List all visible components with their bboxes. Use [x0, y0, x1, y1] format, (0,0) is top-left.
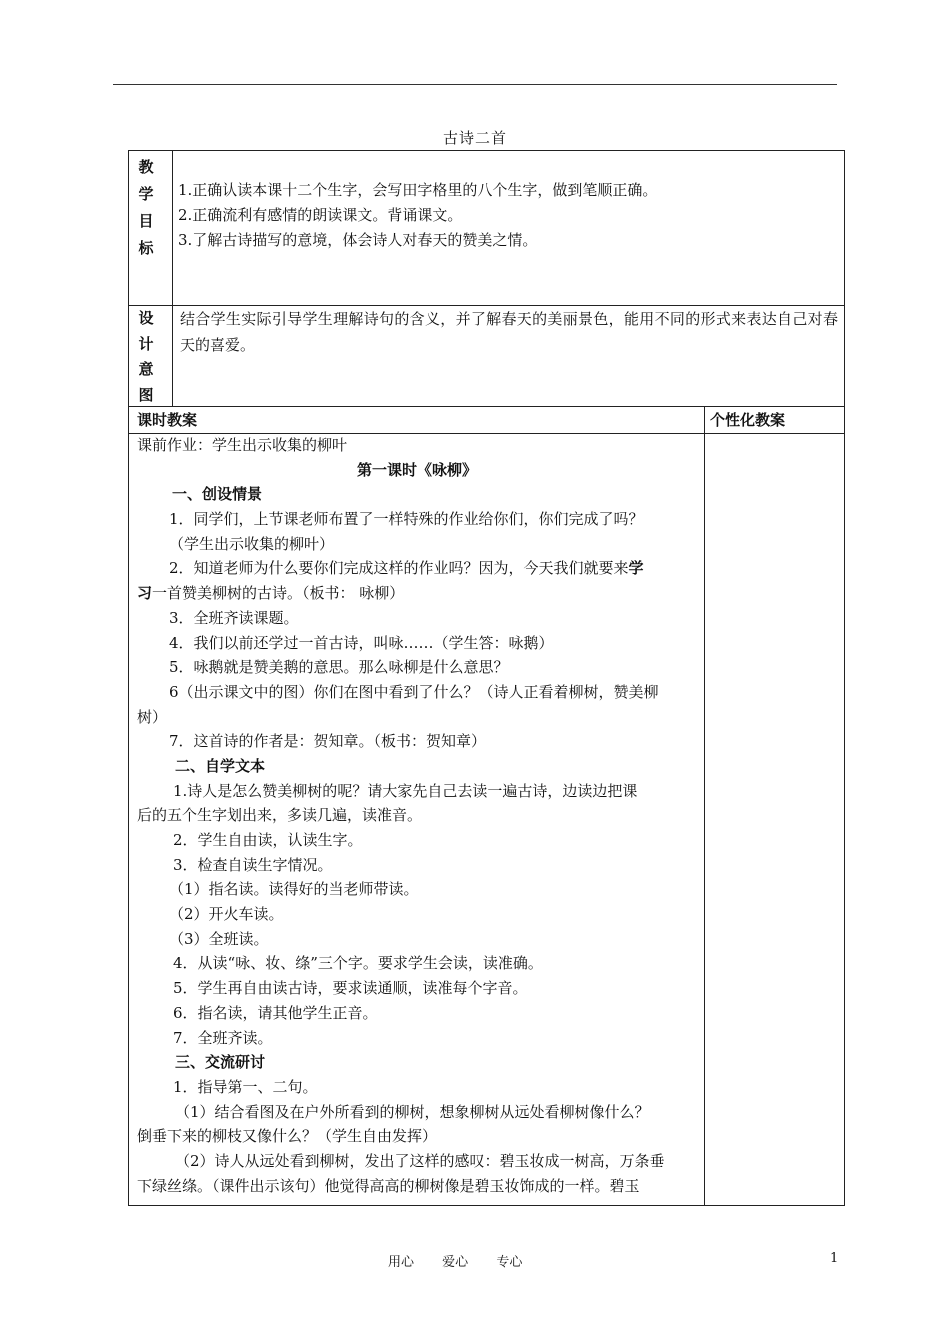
section-heading: 一、创设情景	[172, 485, 263, 504]
column-divider	[172, 151, 173, 406]
footer-motto: 用心 爱心 专心	[388, 1255, 523, 1270]
goals-label: 教 学 目 标	[138, 158, 154, 257]
lesson-line: 2．知道老师为什么要你们完成这样的作业吗？因为，今天我们就要来学	[169, 559, 644, 578]
lesson-line: （1）结合看图及在户外所看到的柳树，想象柳树从远处看柳树像什么？	[175, 1102, 650, 1121]
lesson-line: 3．检查自读生字情况。	[173, 855, 333, 874]
lesson-line: 3．全班齐读课题。	[169, 608, 299, 627]
document-title: 古诗二首	[442, 129, 507, 147]
lesson-line: 1．指导第一、二句。	[173, 1077, 318, 1096]
lesson-line: 1．同学们，上节课老师布置了一样特殊的作业给你们，你们完成了吗？	[169, 510, 644, 529]
page-number: 1	[830, 1251, 839, 1266]
goal-item: 1.正确认读本课十二个生字，会写田字格里的八个生字，做到笔顺正确。	[178, 181, 658, 199]
lesson-line: 4．从读“咏、妆、绦”三个字。要求学生会读，读准确。	[173, 954, 543, 973]
lesson-line: 倒垂下来的柳枝又像什么？（学生自由发挥）	[137, 1127, 438, 1146]
row-divider	[129, 406, 844, 407]
design-label: 设 计 意 图	[138, 309, 154, 404]
header-rule	[113, 84, 837, 85]
lesson-line: （1）指名读。读得好的当老师带读。	[169, 880, 419, 899]
lesson-line: （学生出示收集的柳叶）	[169, 534, 335, 553]
lesson-line: （2）诗人从远处看到柳树，发出了这样的感叹：碧玉妆成一树高，万条垂	[175, 1151, 665, 1170]
lesson-line: 5．学生再自由读古诗，要求读通顺，读准每个字音。	[173, 979, 528, 998]
section-heading: 二、自学文本	[175, 756, 266, 775]
lesson-line: 6（出示课文中的图）你们在图中看到了什么？（诗人正看着柳树，赞美柳	[169, 682, 659, 701]
lesson-body	[137, 433, 697, 1198]
lesson-line: 7．这首诗的作者是：贺知章。（板书：贺知章）	[169, 732, 487, 751]
lesson-line: 4．我们以前还学过一首古诗，叫咏……（学生答：咏鹅）	[169, 633, 554, 652]
design-content: 结合学生实际引导学生理解诗句的含义，并了解春天的美丽景色，能用不同的形式来表达自己对春天的喜爱。	[180, 310, 838, 354]
lesson-line: 6．指名读，请其他学生正音。	[173, 1003, 378, 1022]
section-heading: 三、交流研讨	[175, 1053, 266, 1072]
column-divider	[704, 406, 705, 1205]
lesson-line: 后的五个生字划出来，多读几遍，读准音。	[137, 806, 423, 825]
goal-item: 2.正确流利有感情的朗读课文。背诵课文。	[178, 206, 463, 224]
lesson-line: 习一首赞美柳树的古诗。（板书： 咏柳）	[137, 584, 405, 603]
goal-item: 3.了解古诗描写的意境，体会诗人对春天的赞美之情。	[178, 231, 538, 249]
lesson-line: 7．全班齐读。	[173, 1028, 273, 1047]
lesson-line: 5．咏鹅就是赞美鹅的意思。那么咏柳是什么意思？	[169, 658, 509, 677]
lesson-line: 树）	[137, 707, 168, 726]
lesson-line: （2）开火车读。	[169, 905, 284, 924]
lesson-plan-header: 课时教案	[137, 411, 198, 429]
goals-content	[178, 178, 838, 253]
period-title: 第一课时《咏柳》	[356, 460, 477, 479]
lesson-line: 下绿丝绦。（课件出示该句）他觉得高高的柳树像是碧玉妆饰成的一样。碧玉	[137, 1176, 640, 1195]
pre-assignment: 课前作业：学生出示收集的柳叶	[137, 436, 348, 454]
personal-plan-header: 个性化教案	[710, 411, 786, 429]
lesson-line: 2．学生自由读，认读生字。	[173, 831, 363, 849]
lesson-line: （3）全班读。	[169, 929, 269, 948]
lesson-line: 1.诗人是怎么赞美柳树的呢？请大家先自己去读一遍古诗，边读边把课	[173, 781, 638, 800]
